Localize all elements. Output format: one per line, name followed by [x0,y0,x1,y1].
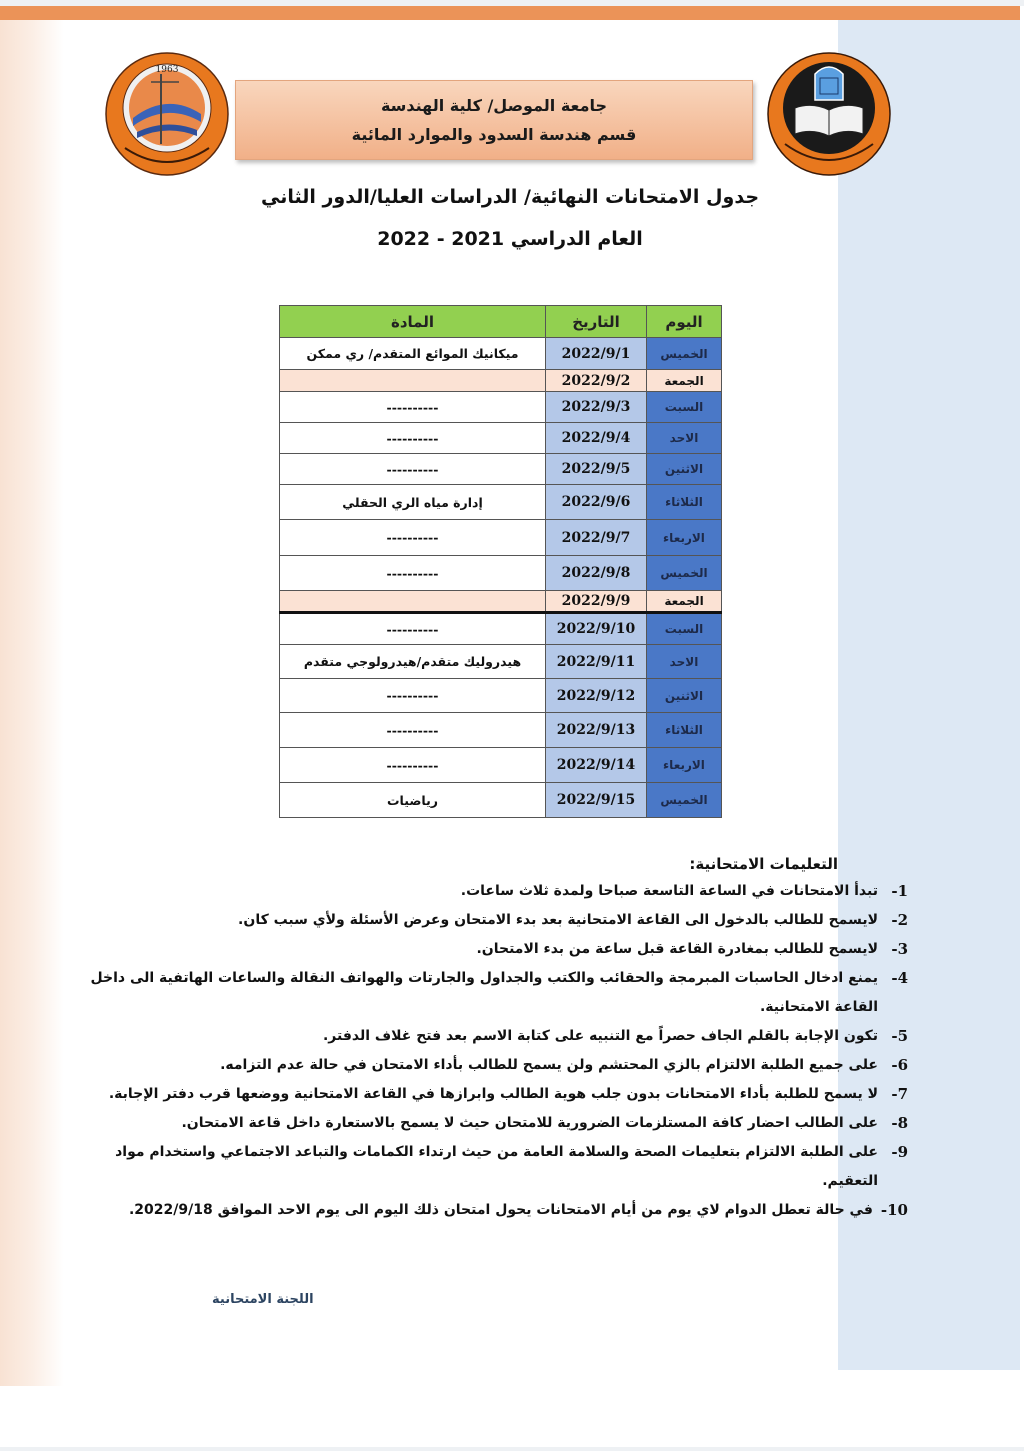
day-cell: الاحد [647,645,722,679]
instruction-item [88,964,928,1022]
date-cell: 2022/9/6 [546,485,647,520]
instruction-text: على الطالب احضار كافة المستلزمات الضرورية للامتحان حيث لا يسمح بالاستعارة داخل قاعة الامتحان. [181,1115,878,1131]
day-cell: الاربعاء [647,520,722,556]
table-row [280,520,722,556]
date-cell: 2022/9/9 [546,591,647,613]
instruction-item [88,1109,928,1138]
table-row [280,485,722,520]
date-cell: 2022/9/5 [546,454,647,485]
date-cell: 2022/9/12 [546,679,647,713]
instruction-number: 8- [891,1114,908,1132]
engineering-emblem-icon [103,52,231,176]
instruction-number: 4- [891,969,908,987]
instruction-text: على الطلبة الالتزام بتعليمات الصحة والسلامة العامة من حيث ارتداء الكمامات والتباعد الاجتماعي واستخدام مواد التعقيم. [115,1144,878,1189]
table-row [280,713,722,748]
college-of-engineering-logo [103,52,231,176]
instruction-number: 10- [880,1201,908,1219]
day-cell: الخميس [647,338,722,370]
instruction-number: 5- [891,1027,908,1045]
subject-cell: ميكانيك الموائع المتقدم/ ري ممكن [280,338,546,370]
subject-cell: ---------- [280,423,546,454]
subject-cell: ---------- [280,556,546,591]
instruction-text: تكون الإجابة بالقلم الجاف حصراً مع التنبيه على كتابة الاسم بعد فتح غلاف الدفتر. [322,1028,878,1044]
orange-accent-bar [0,6,1020,20]
table-row [280,783,722,818]
table-body [280,338,722,818]
subject-cell: هيدروليك متقدم/هيدرولوجي متقدم [280,645,546,679]
academic-year: العام الدراسي 2021 - 2022 [377,228,643,250]
instruction-text: تبدأ الامتحانات في الساعة التاسعة صباحا ولمدة ثلاث ساعات. [460,883,878,899]
university-of-mosul-logo [765,52,893,176]
day-cell: الخميس [647,783,722,818]
day-cell: الاحد [647,423,722,454]
instruction-number: 6- [891,1056,908,1074]
column-header-subject: المادة [280,306,546,338]
day-cell: الجمعة [647,370,722,392]
table-row [280,338,722,370]
instructions-list [88,877,928,1225]
instruction-number: 2- [891,911,908,929]
table-row [280,556,722,591]
day-cell: السبت [647,392,722,423]
table-row [280,679,722,713]
department-name: قسم هندسة السدود والموارد المائية [351,125,637,144]
day-cell: الثلاثاء [647,713,722,748]
table-row [280,748,722,783]
day-cell: الاربعاء [647,748,722,783]
table-header-row [280,306,722,338]
subject-cell: ---------- [280,392,546,423]
table-row [280,454,722,485]
instruction-text: يمنع ادخال الحاسبات المبرمجة والحقائب والكتب والجداول والجارتات والهواتف النقالة والساعات الهاتفية الى داخل القاعة الامتحانية. [90,970,878,1015]
subject-cell: إدارة مياه الري الحقلي [280,485,546,520]
instruction-item [88,1138,928,1196]
date-cell: 2022/9/10 [546,613,647,645]
column-header-date: التاريخ [546,306,647,338]
institution-header [235,80,753,160]
table-row [280,392,722,423]
date-cell: 2022/9/4 [546,423,647,454]
subject-cell [280,591,546,613]
date-cell: 2022/9/3 [546,392,647,423]
date-cell: 2022/9/1 [546,338,647,370]
subject-cell: ---------- [280,748,546,783]
date-cell: 2022/9/8 [546,556,647,591]
instruction-item [88,1080,928,1109]
instruction-text: على جميع الطلبة الالتزام بالزي المحتشم ولن يسمح للطالب بأداء الامتحان في حالة عدم التزامه. [220,1057,878,1073]
subject-cell: ---------- [280,520,546,556]
day-cell: الاثنين [647,454,722,485]
date-cell: 2022/9/13 [546,713,647,748]
instruction-text: لا يسمح للطلبة بأداء الامتحانات بدون جلب هوية الطالب وابرازها في القاعة الامتحانية ووضعها قرب دفتر الإجابة. [108,1086,878,1102]
instruction-text: لايسمح للطالب بالدخول الى القاعة الامتحانية بعد بدء الامتحان وعرض الأسئلة ولأي سبب كان. [238,912,878,928]
university-college-name: جامعة الموصل/ كلية الهندسة [380,96,608,115]
committee-signature: اللجنة الامتحانية [212,1292,314,1307]
date-cell: 2022/9/15 [546,783,647,818]
subject-cell: ---------- [280,454,546,485]
subject-cell: ---------- [280,713,546,748]
table-row [280,613,722,645]
svg-text:1963: 1963 [155,65,179,75]
instruction-number: 1- [891,882,908,900]
instruction-number: 3- [891,940,908,958]
day-cell: الجمعة [647,591,722,613]
schedule-title: جدول الامتحانات النهائية/ الدراسات العليا/الدور الثاني [260,186,760,208]
instruction-text: لايسمح للطالب بمغادرة القاعة قبل ساعة من بدء الامتحان. [476,941,878,957]
table-row-friday [280,370,722,392]
instruction-item [88,1051,928,1080]
day-cell: السبت [647,613,722,645]
subject-cell: رياضيات [280,783,546,818]
instruction-item [88,877,928,906]
instruction-item [88,935,928,964]
table-row [280,645,722,679]
subject-cell: ---------- [280,679,546,713]
instructions-title: التعليمات الامتحانية: [689,855,838,873]
date-cell: 2022/9/14 [546,748,647,783]
instruction-item [88,906,928,935]
exam-instructions [88,855,928,1225]
exam-schedule-table [279,305,722,818]
subject-cell: ---------- [280,613,546,645]
bottom-strip [0,1447,1024,1451]
table-row-friday [280,591,722,613]
date-cell: 2022/9/2 [546,370,647,392]
day-cell: الخميس [647,556,722,591]
instruction-number: 7- [891,1085,908,1103]
date-cell: 2022/9/11 [546,645,647,679]
instruction-item [88,1022,928,1051]
university-emblem-icon [765,52,893,176]
day-cell: الثلاثاء [647,485,722,520]
left-decorative-gradient [0,20,64,1386]
date-cell: 2022/9/7 [546,520,647,556]
column-header-day: اليوم [647,306,722,338]
instruction-number: 9- [891,1143,908,1161]
instruction-text: في حالة تعطل الدوام لاي يوم من أيام الامتحانات يحول امتحان ذلك اليوم الى يوم الاحد الموافق 2022/9/18. [128,1202,873,1218]
subject-cell [280,370,546,392]
table-row [280,423,722,454]
day-cell: الاثنين [647,679,722,713]
instruction-item [88,1196,928,1225]
